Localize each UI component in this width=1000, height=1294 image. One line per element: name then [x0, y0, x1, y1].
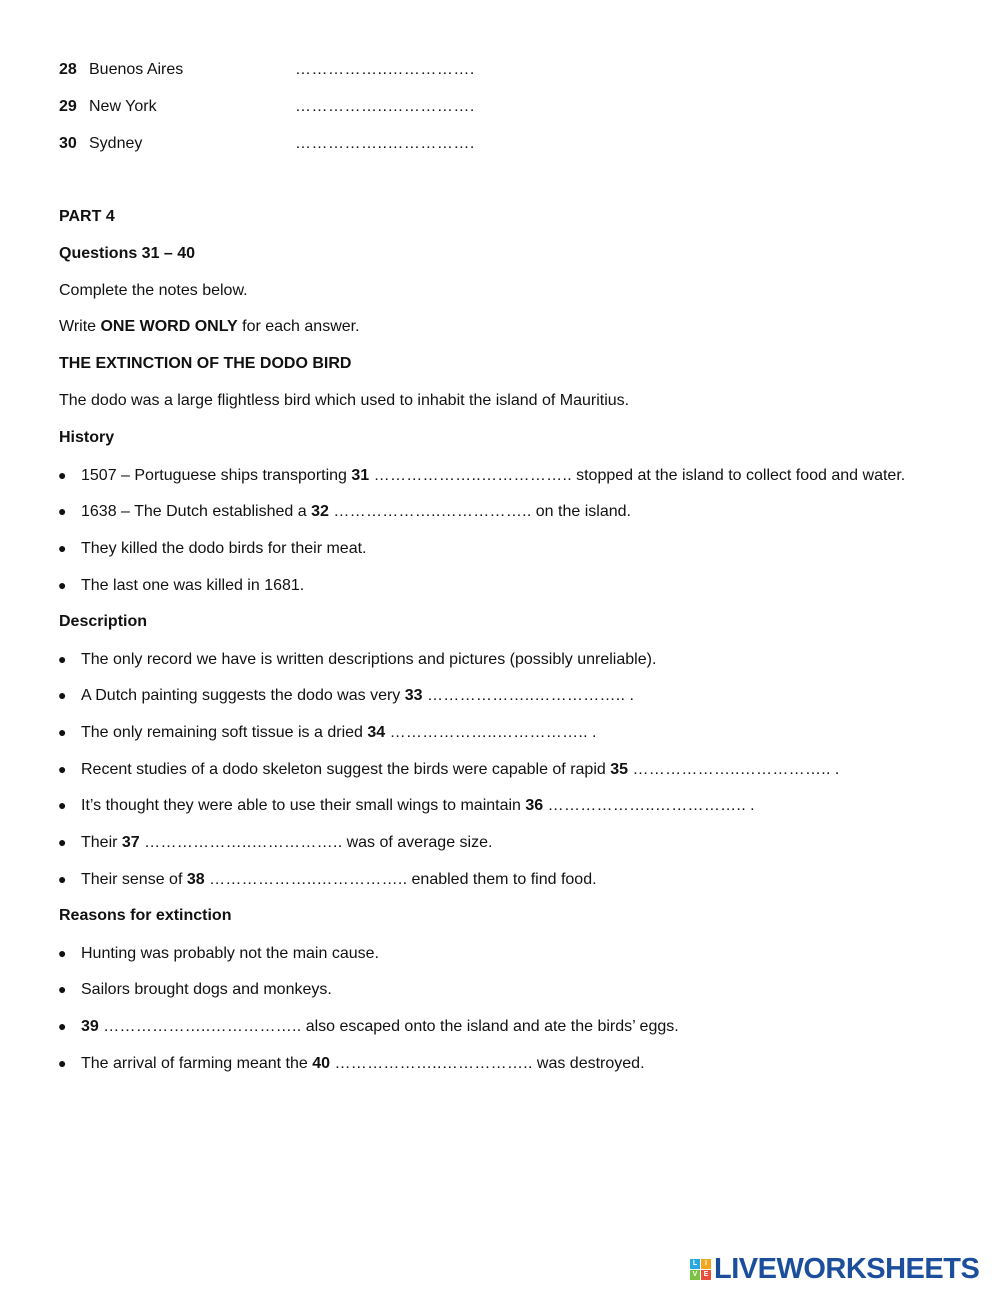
- question-number: 36: [525, 797, 544, 814]
- description-bullet-4: [58, 759, 839, 779]
- reasons-bullet-3: [58, 1016, 679, 1036]
- answer-blank-36[interactable]: ………………..…………….: [547, 797, 742, 814]
- bullet-text: They killed the dodo birds for their meat.: [81, 540, 367, 557]
- question-number: 28: [59, 61, 77, 78]
- question-number: 38: [186, 871, 205, 888]
- bullet-icon: ●: [58, 577, 67, 593]
- instruction-word-limit: [59, 317, 360, 337]
- description-bullet-1: [58, 649, 656, 669]
- bullet-text: Recent studies of a dodo skeleton suggest the birds were capable of rapid: [81, 761, 611, 778]
- bullet-text: . was destroyed.: [528, 1055, 645, 1072]
- logo-mark-letter: L: [690, 1259, 700, 1269]
- city-label: New York: [89, 98, 157, 115]
- part-heading: PART 4: [59, 208, 115, 225]
- bullet-text: 1638 – The Dutch established a: [81, 503, 312, 520]
- bullet-text: The last one was killed in 1681.: [81, 577, 305, 594]
- bullet-text: . .: [620, 687, 634, 704]
- section-heading-description: Description: [59, 613, 148, 630]
- bullet-text: . .: [583, 724, 597, 741]
- answer-blank-29[interactable]: ……………..…………….: [295, 98, 475, 115]
- bullet-icon: ●: [58, 871, 67, 887]
- answer-blank-35[interactable]: ………………..…………….: [632, 761, 827, 778]
- question-row-30: [59, 134, 475, 154]
- logo-mark-icon: [690, 1259, 711, 1280]
- question-number: 31: [351, 467, 370, 484]
- bullet-text: Their sense of: [81, 871, 187, 888]
- bullet-text: . also escaped onto the island and ate the birds’ eggs.: [296, 1018, 679, 1035]
- bullet-text: Hunting was probably not the main cause.: [81, 945, 379, 962]
- instruction-text: for each answer.: [237, 318, 360, 335]
- description-bullet-3: [58, 722, 597, 742]
- description-bullet-5: [58, 795, 755, 815]
- description-bullet-2: [58, 685, 634, 705]
- question-number: 39: [81, 1018, 99, 1035]
- question-number: 29: [59, 98, 77, 115]
- bullet-icon: ●: [58, 1018, 67, 1034]
- bullet-text: . .: [826, 761, 840, 778]
- history-bullet-4: [58, 575, 304, 595]
- bullet-icon: ●: [58, 724, 67, 740]
- bullet-icon: ●: [58, 467, 67, 483]
- instruction-text: Write: [59, 318, 101, 335]
- history-bullet-3: [58, 538, 366, 558]
- bullet-text: It’s thought they were able to use their small wings to maintain: [81, 797, 526, 814]
- answer-blank-28[interactable]: ……………..…………….: [295, 61, 475, 78]
- description-bullet-6: [58, 832, 492, 852]
- instruction-complete: Complete the notes below.: [59, 282, 248, 299]
- bullet-text: Their: [81, 834, 122, 851]
- city-label: Sydney: [89, 135, 143, 152]
- answer-blank-38[interactable]: ………………..…………….: [209, 871, 403, 888]
- question-row-29: [59, 97, 475, 117]
- logo-text: LIVEWORKSHEETS: [714, 1253, 980, 1285]
- answer-blank-37[interactable]: ………………..…………….: [144, 834, 338, 851]
- history-bullet-2: [58, 501, 631, 521]
- bullet-text: Sailors brought dogs and monkeys.: [81, 981, 332, 998]
- question-number: 34: [367, 724, 386, 741]
- questions-range: Questions 31 – 40: [59, 245, 196, 262]
- liveworksheets-logo[interactable]: [690, 1254, 979, 1284]
- bullet-icon: ●: [58, 687, 67, 703]
- logo-mark-letter: I: [701, 1259, 711, 1269]
- city-label: Buenos Aires: [89, 61, 184, 78]
- bullet-icon: ●: [58, 540, 67, 556]
- intro-text: The dodo was a large flightless bird which used to inhabit the island of Mauritius.: [59, 392, 630, 409]
- bullet-icon: ●: [58, 503, 67, 519]
- logo-mark-letter: E: [701, 1270, 711, 1280]
- reasons-bullet-1: [58, 943, 379, 963]
- bullet-icon: ●: [58, 651, 67, 667]
- bullet-icon: ●: [58, 761, 67, 777]
- bullet-icon: ●: [58, 945, 67, 961]
- bullet-icon: ●: [58, 797, 67, 813]
- bullet-text: 1507 – Portuguese ships transporting: [81, 467, 352, 484]
- answer-blank-30[interactable]: ……………..…………….: [295, 135, 475, 152]
- instruction-emphasis: ONE WORD ONLY: [100, 318, 238, 335]
- logo-mark-letter: V: [690, 1270, 700, 1280]
- question-number: 33: [404, 687, 423, 704]
- bullet-icon: ●: [58, 1055, 67, 1071]
- notes-title: THE EXTINCTION OF THE DODO BIRD: [59, 355, 352, 372]
- answer-blank-34[interactable]: ………………..…………….: [389, 724, 584, 741]
- answer-blank-39[interactable]: ………………..…………….: [103, 1018, 297, 1035]
- bullet-text: A Dutch painting suggests the dodo was very: [81, 687, 405, 704]
- question-number: 32: [311, 503, 329, 520]
- section-heading-reasons: Reasons for extinction: [59, 907, 232, 924]
- answer-blank-33[interactable]: ………………..…………….: [427, 687, 621, 704]
- bullet-text: The arrival of farming meant the: [81, 1055, 313, 1072]
- bullet-text: . on the island.: [526, 503, 631, 520]
- bullet-text: The only record we have is written descriptions and pictures (possibly unreliable).: [81, 651, 657, 668]
- bullet-text: The only remaining soft tissue is a dried: [81, 724, 368, 741]
- bullet-text: . stopped at the island to collect food and water.: [567, 467, 906, 484]
- question-number: 37: [121, 834, 140, 851]
- bullet-text: . enabled them to find food.: [402, 871, 597, 888]
- history-bullet-1: [58, 465, 905, 485]
- answer-blank-40[interactable]: ………………..…………….: [334, 1055, 529, 1072]
- question-number: 30: [59, 135, 77, 152]
- bullet-text: . was of average size.: [337, 834, 493, 851]
- description-bullet-7: [58, 869, 597, 889]
- question-number: 40: [312, 1055, 331, 1072]
- question-row-28: [59, 60, 475, 80]
- section-heading-history: History: [59, 429, 115, 446]
- reasons-bullet-4: [58, 1053, 645, 1073]
- answer-blank-31[interactable]: ………………..…………….: [373, 467, 568, 484]
- bullet-text: . .: [741, 797, 755, 814]
- answer-blank-32[interactable]: ………………..…………….: [333, 503, 527, 520]
- bullet-icon: ●: [58, 834, 67, 850]
- reasons-bullet-2: [58, 979, 332, 999]
- bullet-icon: ●: [58, 981, 67, 997]
- question-number: 35: [610, 761, 629, 778]
